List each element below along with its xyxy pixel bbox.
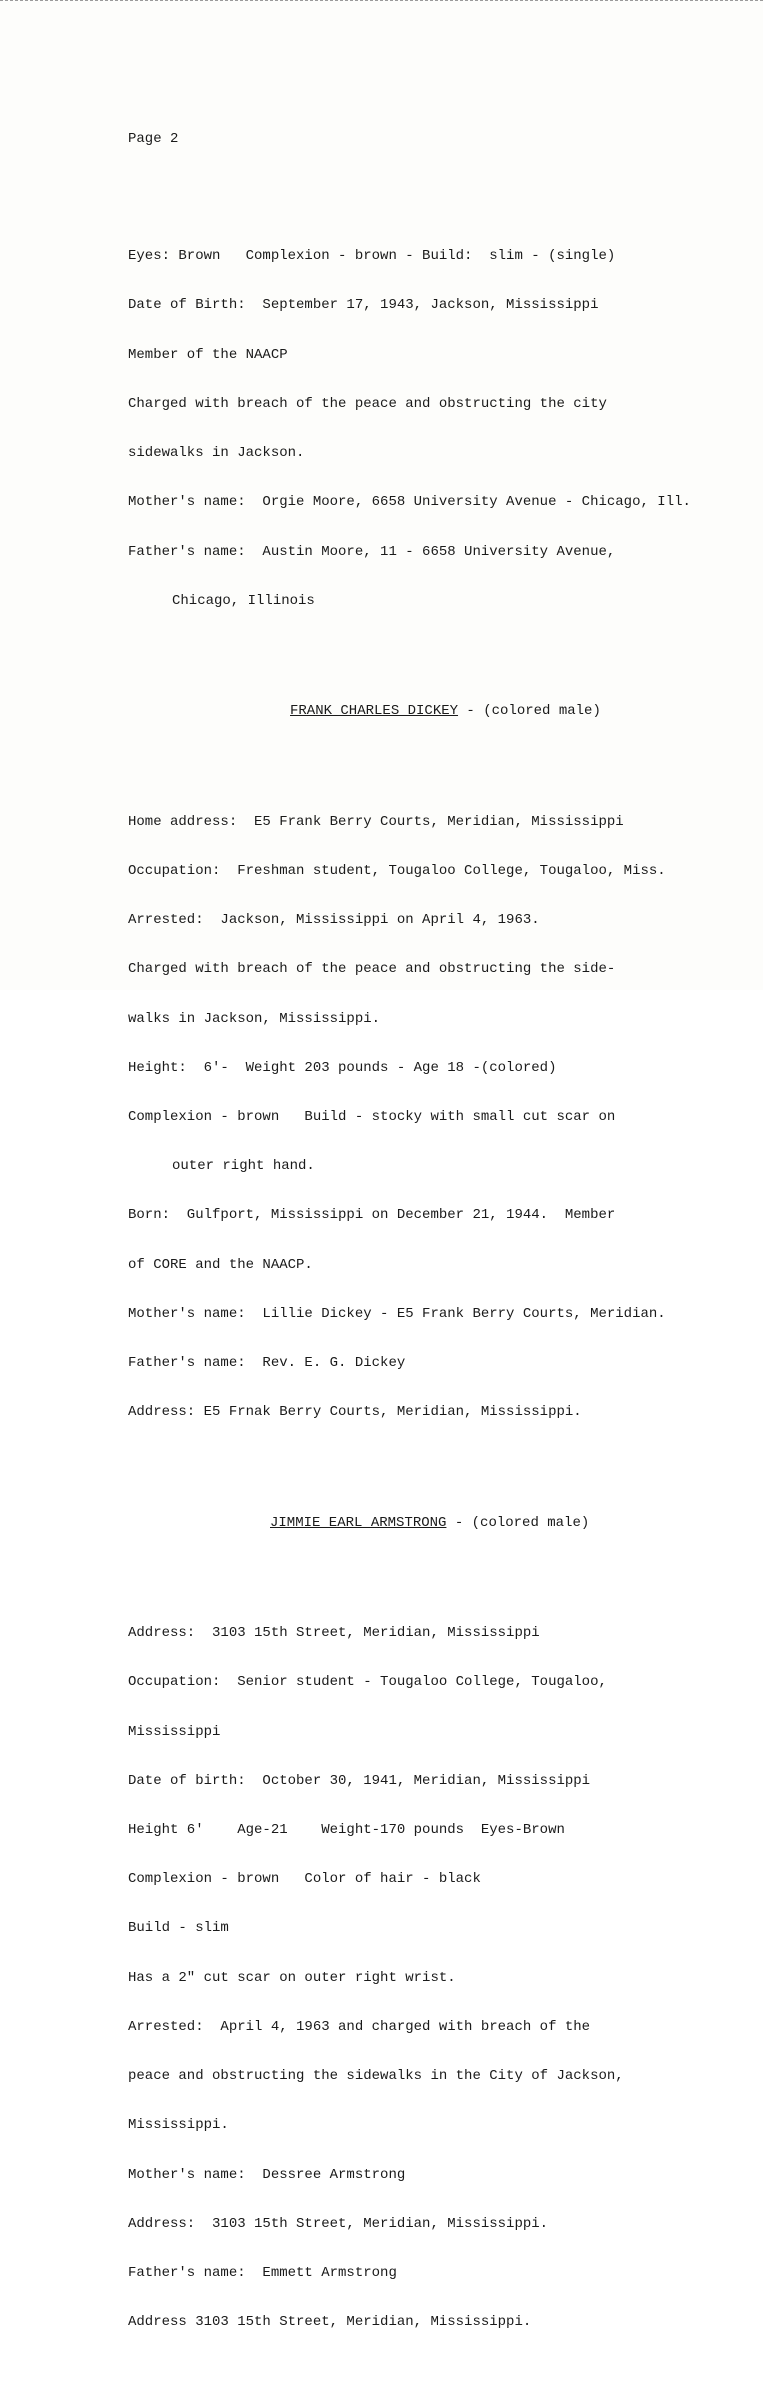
text-line: Address: 3103 15th Street, Meridian, Mississippi xyxy=(128,1625,540,1642)
text-line: Occupation: Freshman student, Tougaloo College, Tougaloo, Miss. xyxy=(128,862,666,879)
person-descriptor: - (colored male) xyxy=(458,703,601,720)
text-line: walks in Jackson, Mississippi. xyxy=(128,1010,381,1027)
person-name: JIMMIE EARL ARMSTRONG xyxy=(270,1514,447,1531)
text-line: peace and obstructing the sidewalks in the City of Jackson, xyxy=(128,2068,624,2085)
person-name: FRANK CHARLES DICKEY xyxy=(290,703,459,720)
text-line: Mississippi. xyxy=(128,2117,229,2134)
text-line: Address 3103 15th Street, Meridian, Mississippi. xyxy=(128,2314,532,2331)
person-descriptor: - (colored male) xyxy=(446,1514,590,1531)
text-line: Born: Gulfport, Mississippi on December 21, 1944. Member xyxy=(128,1207,616,1224)
page-top-edge xyxy=(0,0,763,1)
text-line: Member of the NAACP xyxy=(128,346,288,363)
text-line: Complexion - brown Color of hair - black xyxy=(128,1871,481,1888)
text-line: Father's name: Austin Moore, 11 - 6658 University Avenue, xyxy=(128,543,616,560)
person-heading-dickey xyxy=(128,703,743,719)
text-line: Home address: E5 Frank Berry Courts, Meridian, Mississippi xyxy=(128,813,624,830)
record-block-dickey xyxy=(128,781,743,1454)
page-number: Page 2 xyxy=(128,130,179,147)
document-body xyxy=(128,98,743,2396)
text-line: Eyes: Brown Complexion - brown - Build: slim - (single) xyxy=(128,248,616,265)
text-line: sidewalks in Jackson. xyxy=(128,445,305,462)
text-line: of CORE and the NAACP. xyxy=(128,1256,313,1273)
text-line: Mother's name: Dessree Armstrong xyxy=(128,2166,406,2183)
text-line: Mississippi xyxy=(128,1723,221,1740)
text-line: Date of birth: October 30, 1941, Meridian, Mississippi xyxy=(128,1772,591,1789)
text-line: Date of Birth: September 17, 1943, Jackson, Mississippi xyxy=(128,297,599,314)
text-line: Father's name: Rev. E. G. Dickey xyxy=(128,1355,406,1372)
text-line: Has a 2" cut scar on outer right wrist. xyxy=(128,1969,456,1986)
text-line: Occupation: Senior student - Tougaloo College, Tougaloo, xyxy=(128,1674,607,1691)
text-line: Mother's name: Orgie Moore, 6658 University Avenue - Chicago, Ill. xyxy=(128,494,691,511)
text-line-continuation: outer right hand. xyxy=(172,1158,315,1175)
text-line: Height 6' Age-21 Weight-170 pounds Eyes-Brown xyxy=(128,1822,565,1839)
text-line-continuation: Chicago, Illinois xyxy=(172,592,315,609)
text-line: Height: 6'- Weight 203 pounds - Age 18 -(colored) xyxy=(128,1059,557,1076)
text-line: Complexion - brown Build - stocky with small cut scar on xyxy=(128,1108,616,1125)
text-line: Address: E5 Frnak Berry Courts, Meridian, Mississippi. xyxy=(128,1404,582,1421)
text-line: Charged with breach of the peace and obstructing the side- xyxy=(128,961,616,978)
text-line: Arrested: April 4, 1963 and charged with breach of the xyxy=(128,2018,591,2035)
person-heading-armstrong xyxy=(128,1515,743,1531)
text-line: Charged with breach of the peace and obstructing the city xyxy=(128,395,607,412)
text-line: Father's name: Emmett Armstrong xyxy=(128,2265,397,2281)
text-line: Build - slim xyxy=(128,1920,229,1937)
text-line: Mother's name: Lillie Dickey - E5 Frank Berry Courts, Meridian. xyxy=(128,1305,666,1322)
text-line: Arrested: Jackson, Mississippi on April 4, 1963. xyxy=(128,912,540,929)
text-line: Address: 3103 15th Street, Meridian, Mississippi. xyxy=(128,2215,549,2232)
record-block-moore xyxy=(128,215,743,642)
record-block-armstrong xyxy=(128,1592,743,2363)
